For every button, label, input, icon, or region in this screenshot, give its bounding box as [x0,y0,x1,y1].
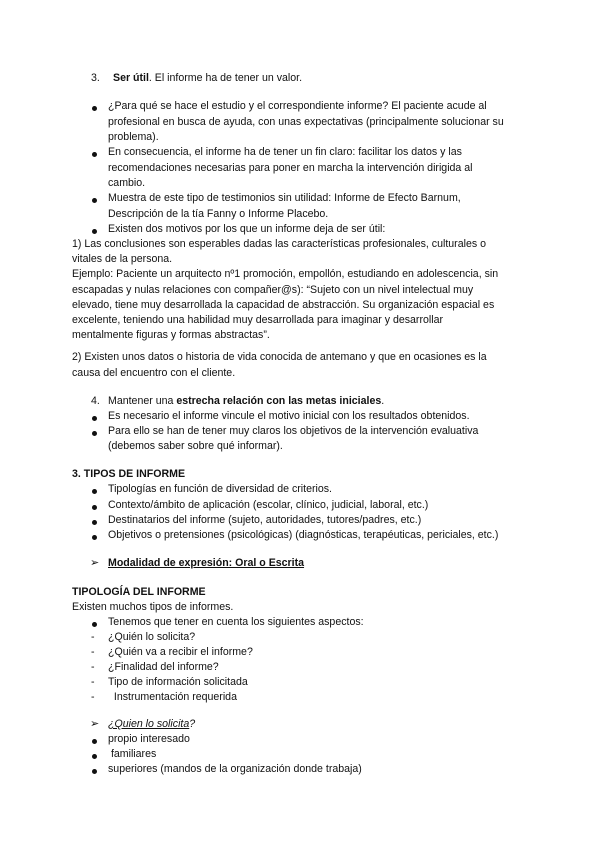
bullet-icon [92,505,97,510]
bullet-line: propio interesado [108,733,190,745]
bullet-line: Para ello se han de tener muy claros los objetivos de la intervención evaluativa [108,425,479,437]
heading-text: ¿Quien lo solicita [108,718,190,730]
example-line: mentalmente figuras y formas abstractas”. [72,329,270,341]
text: . [381,395,385,407]
paragraph-line: Existen muchos tipos de informes. [72,601,234,613]
bullet-line: (debemos saber sobre qué informar). [108,440,283,452]
bullet-icon [92,520,97,525]
dash-item: Tipo de información solicitada [108,676,248,688]
bullet-icon [92,622,97,627]
modalidad-heading [108,556,304,572]
bullet-icon [92,535,97,540]
section-heading [72,467,185,483]
bullet-line: Destinatarios del informe (sujeto, autoridades, tutores/padres, etc.) [108,514,422,526]
paragraph-line: 1) Las conclusiones son esperables dadas las características profesionales, culturales o [72,238,486,250]
section-heading [72,585,206,601]
heading-text: 3. TIPOS DE INFORME [72,468,186,480]
paragraph-line: vitales de la persona. [72,253,173,265]
bullet-line: Tipologías en función de diversidad de criterios. [108,483,332,495]
quien-heading [108,717,195,733]
arrow-bullet-icon: ➢ [90,557,100,569]
example-line: excelente, teniendo una habilidad muy desarrollada para imaginar y desarrollar [72,314,444,326]
bold-text: Ser útil [113,72,149,84]
bullet-line: Muestra de este tipo de testimonios sin utilidad: Informe de Efecto Barnum, [108,192,461,204]
example-line: Ejemplo: Paciente un arquitecto nº1 promoción, empollón, estudiando en adolescencia, sin [72,268,499,280]
bullet-line: Contexto/ámbito de aplicación (escolar, clínico, judicial, laboral, etc.) [108,499,429,511]
bullet-icon [92,198,97,203]
dash-bullet: - [91,676,95,688]
bullet-icon [92,152,97,157]
arrow-bullet-icon: ➢ [90,718,100,730]
dash-item: Instrumentación requerida [108,691,237,703]
list-number: 4. [91,395,100,407]
text: Mantener una [108,395,177,407]
dash-item: ¿Finalidad del informe? [108,661,219,673]
bullet-icon [92,489,97,494]
dash-bullet: - [91,691,95,703]
bullet-line: familiares [108,748,157,760]
bullet-line: superiores (mandos de la organización donde trabaja) [108,763,362,775]
bullet-icon [92,106,97,111]
bullet-icon [92,739,97,744]
dash-bullet: - [91,631,95,643]
dash-item: ¿Quién va a recibir el informe? [108,646,253,658]
bullet-icon [92,769,97,774]
list-number: 3. [91,72,100,84]
bullet-line: recomendaciones necesarias para poner en marcha la intervención dirigida al [108,162,473,174]
bullet-line: Tenemos que tener en cuenta los siguientes aspectos: [108,616,364,628]
example-line: escapadas y nulas relaciones con compañer@s): “Sujeto con un nivel intelectual muy [72,284,474,296]
bullet-line: Existen dos motivos por los que un informe deja de ser útil: [108,223,386,235]
dash-item: ¿Quién lo solicita? [108,631,196,643]
bullet-line: En consecuencia, el informe ha de tener un fin claro: facilitar los datos y las [108,146,462,158]
heading-text: Modalidad de expresión: Oral o Escrita [108,557,305,569]
bullet-line: cambio. [108,177,146,189]
dash-bullet: - [91,661,95,673]
bullet-icon [92,229,97,234]
bullet-line: Es necesario el informe vincule el motivo inicial con los resultados obtenidos. [108,410,470,422]
dash-bullet: - [91,646,95,658]
text: . El informe ha de tener un valor. [148,72,303,84]
paragraph-line: causa del encuentro con el cliente. [72,367,236,379]
list-item-metas [108,394,384,410]
bullet-line: Objetivos o pretensiones (psicológicas) (diagnósticas, terapéuticas, periciales, etc.) [108,529,499,541]
example-line: elevado, tiene muy desarrollada la capacidad de abstracción. Su organización espacial es [72,299,495,311]
bullet-icon [92,416,97,421]
bullet-icon [92,431,97,436]
bullet-line: Descripción de la tía Fanny o Informe Placebo. [108,208,329,220]
bullet-line: profesional en busca de ayuda, con unas expectativas (principalmente solucionar su [108,116,504,128]
list-item-ser-util [113,71,302,87]
bold-text: estrecha relación con las metas iniciales [176,395,382,407]
bullet-icon [92,754,97,759]
bullet-line: ¿Para qué se hace el estudio y el correspondiente informe? El paciente acude al [108,100,487,112]
heading-text: ? [189,718,196,730]
paragraph-line: 2) Existen unos datos o historia de vida conocida de antemano y que en ocasiones es la [72,351,487,363]
heading-text: TIPOLOGÍA DEL INFORME [72,586,206,598]
bullet-line: problema). [108,131,159,143]
